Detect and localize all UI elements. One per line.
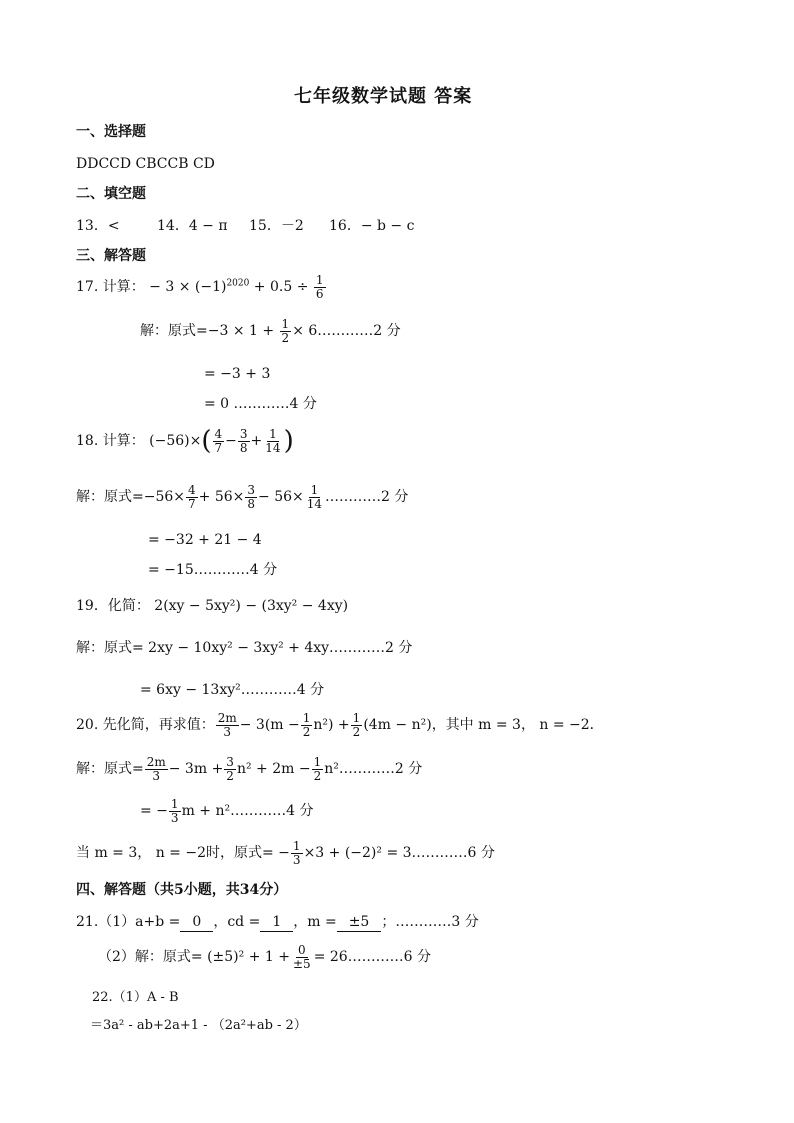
fill-answer-15: 15．－2: [249, 218, 304, 234]
score-note: …………2 分: [317, 323, 401, 340]
fraction: $\frac{4}{7}$: [214, 427, 223, 455]
section-heading-solve: 三、解答题: [76, 248, 146, 264]
fraction: $\frac{4}{7}$: [188, 483, 196, 511]
score-note: …………2 分: [338, 761, 423, 778]
fraction: $\frac{1}{2}$: [313, 755, 322, 783]
answer-blank: 1: [260, 914, 293, 932]
section-heading-choice: 一、选择题: [76, 124, 146, 140]
choice-answers: DDCCD CBCCB CD: [76, 156, 215, 172]
fraction: $\frac{1}{14}$: [265, 427, 281, 455]
q20-step-3: [76, 840, 495, 866]
q17-step-2: = −3 + 3: [204, 366, 271, 382]
q21-label-cd: ，cd =: [213, 914, 261, 930]
fraction: $\frac{1}{6}$: [315, 273, 324, 301]
q20-label: 20. 先化简，再求值：: [76, 717, 215, 734]
q20-step-2-tail: m + n²…………4 分: [181, 803, 314, 820]
fraction: $\frac{1}{3}$: [170, 797, 179, 825]
answer-blank: 0: [180, 914, 213, 932]
q18-step-2: = −32 + 21 − 4: [148, 532, 262, 548]
fraction: $\frac{2m}{3}$: [217, 711, 237, 739]
q21-score: ；…………3 分: [381, 914, 479, 930]
q19-label: 19．化简：: [76, 598, 150, 614]
page-title: 七年级数学试题 答案: [294, 86, 473, 107]
q17-problem: 17. 计算： − $3 \times (-1)^{2020} + 0.5$ ÷ $\frac{1}{6}$: [76, 273, 324, 301]
q21-part-2-head: （2）解：原式= (±5)² + 1 +: [98, 949, 290, 966]
fraction: $\frac{3}{2}$: [226, 755, 234, 783]
q20-step-label: 解：原式=: [76, 761, 144, 778]
q19-step-1: 解：原式= 2xy − 10xy² − 3xy² + 4xy…………2 分: [76, 640, 413, 656]
q22-step-1: ＝3a² - ab+2a+1 - （2a²+ab - 2）: [90, 1018, 307, 1033]
q21-label-m: ，m =: [293, 914, 337, 930]
fraction: $\frac{1}{14}$: [306, 483, 323, 511]
q20-problem: 20. 先化简，再求值： $\frac{2m}{3}$ − 3(m − $\frac{1}{2}$ n²) + $\frac{1}{2}$ (4m − n²)，其中 m = 3， n = −2．: [76, 711, 604, 739]
fraction: $\frac{0}{\pm 5}$: [292, 943, 311, 971]
fill-answer-14: 14．4 − π: [157, 218, 228, 234]
q19-step-2: = 6xy − 13xy²…………4 分: [140, 682, 325, 698]
q18-step-1: 解：原式=−56× $\frac{4}{7}$ + 56× $\frac{3}{8}$ − 56× $\frac{1}{14}$ …………2 分: [76, 483, 409, 511]
q20-step-1: 解：原式= $\frac{2m}{3}$ − 3m + $\frac{3}{2}$ n² + 2m − $\frac{1}{2}$ n²…………2 分: [76, 755, 423, 783]
q18-label: 18. 计算：: [76, 433, 145, 450]
q17-step-1: 解：原式=−3 × 1 + $\frac{1}{2}$ × 6…………2 分: [140, 317, 401, 345]
q18-step-3: = −15…………4 分: [148, 562, 278, 578]
q18-step-label: 解：原式=: [76, 489, 144, 506]
score-note: …………2 分: [325, 489, 409, 506]
q20-condition: ，其中 m = 3， n = −2．: [431, 717, 604, 734]
section-heading-fill: 二、填空题: [76, 186, 146, 202]
fraction: $\frac{3}{8}$: [239, 427, 248, 455]
answer-blank: ±5: [337, 914, 382, 932]
q21-part-1: [76, 914, 479, 932]
q17-label: 17. 计算：: [76, 279, 145, 296]
fraction: $\frac{2m}{3}$: [146, 755, 166, 783]
q18-problem: 18. 计算： (−56)×( $\frac{4}{7}$ − $\frac{3}{8}$ + $\frac{1}{14}$ ): [76, 426, 294, 457]
q17-step-label: 解：原式=: [140, 323, 208, 340]
fill-answer-13: 13．<: [76, 218, 120, 234]
q19-problem: 19．化简： 2(xy − 5xy²) − (3xy² − 4xy): [76, 598, 349, 614]
q20-step-2: = − $\frac{1}{3}$ m + n²…………4 分: [140, 797, 314, 825]
fraction: $\frac{1}{3}$: [292, 839, 301, 867]
section-heading-solve-2: 四、解答题（共5小题，共34分）: [76, 882, 288, 898]
fraction: $\frac{1}{2}$: [352, 711, 361, 739]
q20-step-3-head: 当 m = 3， n = −2时，原式= −: [76, 845, 290, 862]
q17-step-3: = 0 …………4 分: [204, 396, 317, 412]
fill-answer-16: 16．− b − c: [329, 218, 415, 234]
q21-part-2: [98, 944, 431, 970]
q20-step-3-tail: ×3 + (−2)² = 3…………6 分: [303, 845, 495, 862]
q22-part-1: 22.（1）A - B: [92, 990, 179, 1005]
fraction: $\frac{3}{8}$: [247, 483, 256, 511]
fraction: $\frac{1}{2}$: [281, 317, 290, 345]
fraction: $\frac{1}{2}$: [302, 711, 311, 739]
q21-label: 21.（1）a+b =: [76, 914, 181, 930]
q21-part-2-tail: = 26…………6 分: [313, 949, 432, 966]
